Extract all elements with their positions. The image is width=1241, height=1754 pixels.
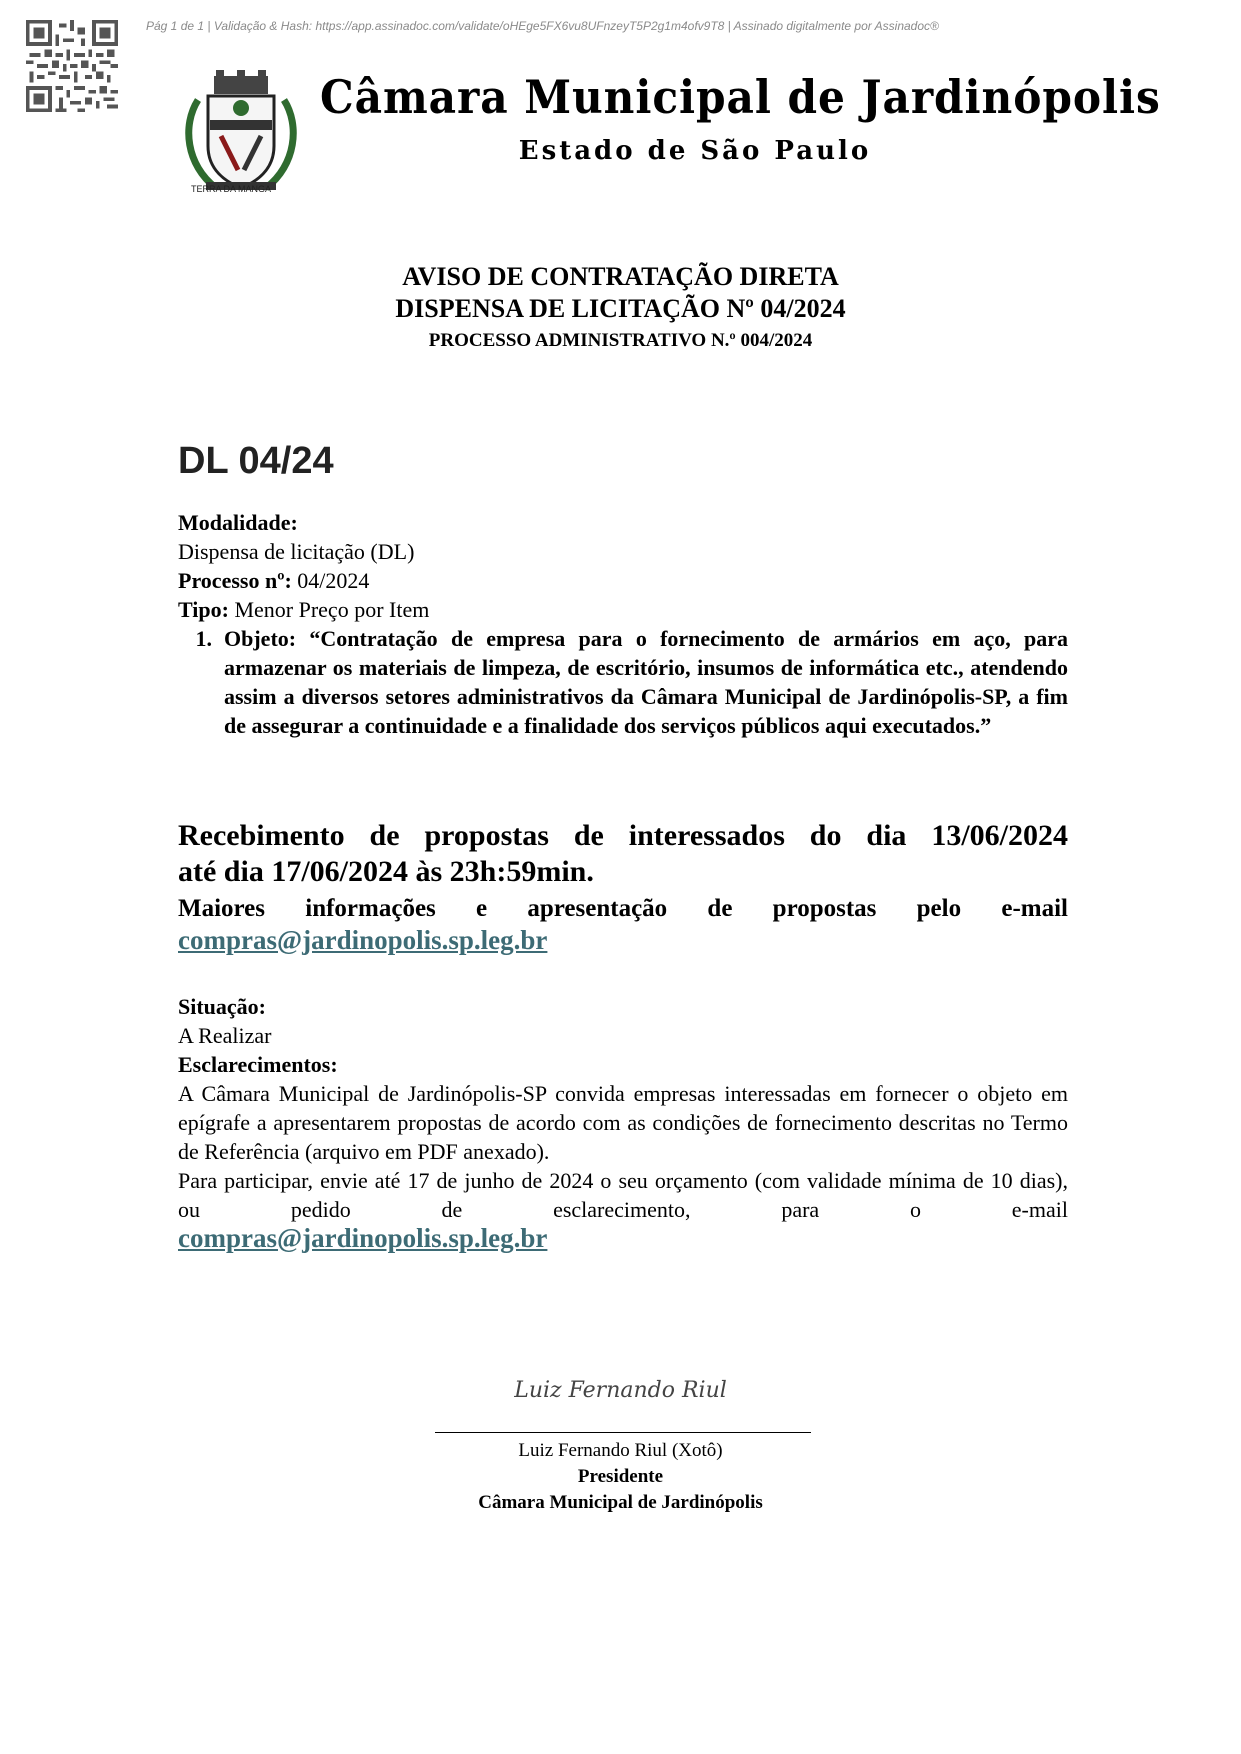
esclarecimentos-paragraph1: A Câmara Municipal de Jardinópolis-SP convida empresas interessadas em fornecer o objeto em epígrafe a apresentarem propostas de acordo com as condições de fornecimento descritas no Termo de Referência (arquivo em PDF anexado). [178, 1081, 1068, 1164]
modalidade-label: Modalidade: [178, 510, 298, 535]
processo-label: Processo nº: [178, 568, 292, 593]
signatory-org: Câmara Municipal de Jardinópolis [478, 1492, 763, 1513]
objeto-number: 1. [195, 626, 212, 651]
tipo-value: Menor Preço por Item [228, 597, 430, 622]
situacao-label: Situação: [178, 994, 266, 1019]
email-link-2[interactable]: compras@jardinopolis.sp.leg.br [178, 1223, 548, 1253]
situacao-value: A Realizar [178, 1023, 272, 1048]
recebimento-info: Maiores informações e apresentação de propostas pelo e-mail [178, 895, 1068, 922]
qr-code [26, 20, 118, 112]
recebimento-line2: até dia 17/06/2024 às 23h:59min. [178, 855, 594, 888]
institution-title: Câmara Municipal de Jardinópolis [320, 70, 1161, 124]
fields-block [178, 508, 1068, 624]
objeto-item [178, 624, 1068, 740]
notice-dispensa: DISPENSA DE LICITAÇÃO Nº 04/2024 [395, 294, 846, 323]
institution-subtitle: Estado de São Paulo [518, 136, 872, 166]
recebimento-line1: Recebimento de propostas de interessados do dia 13/06/2024 [178, 819, 1068, 852]
municipal-crest-icon [176, 70, 306, 200]
processo-value: 04/2024 [291, 568, 370, 593]
tipo-label: Tipo: [178, 597, 229, 622]
esclarecimentos-label: Esclarecimentos: [178, 1052, 338, 1077]
signature-line [435, 1432, 811, 1433]
handwritten-signature: Luiz Fernando Riul [514, 1378, 727, 1403]
modalidade-value: Dispensa de licitação (DL) [178, 539, 415, 564]
validation-hash-text: Pág 1 de 1 | Validação & Hash: https://app.assinadoc.com/validate/oHEge5FX6vu8UFnzeyT5P2g1m4ofv9T8 | Assinado digitalmente por Assinadoc® [146, 19, 939, 33]
esclarecimentos-paragraph2: Para participar, envie até 17 de junho de 2024 o seu orçamento (com validade mínima de 10 dias), ou pedido de esclarecimento, para o e-mail [178, 1168, 1068, 1222]
recebimento-block [178, 818, 1068, 956]
signatory-name: Luiz Fernando Riul (Xotô) [518, 1440, 723, 1461]
email-link[interactable]: compras@jardinopolis.sp.leg.br [178, 925, 548, 955]
notice-title: AVISO DE CONTRATAÇÃO DIRETA [402, 262, 839, 291]
objeto-text: Objeto: “Contratação de empresa para o fornecimento de armários em aço, para armazenar os materiais de limpeza, de escritório, insumos de informática etc., atendendo assim a diversos setores administrativos da Câmara Municipal de Jardinópolis-SP, a fim de assegurar a continuidade e a finalidade dos serviços públicos aqui executados.” [224, 626, 1068, 738]
signatory-role: Presidente [577, 1466, 664, 1487]
crest-motto: TERRA DA MANGA [190, 184, 271, 194]
dl-code: DL 04/24 [178, 440, 334, 482]
notice-processo: PROCESSO ADMINISTRATIVO N.º 004/2024 [428, 330, 813, 351]
situacao-block [178, 992, 1068, 1254]
